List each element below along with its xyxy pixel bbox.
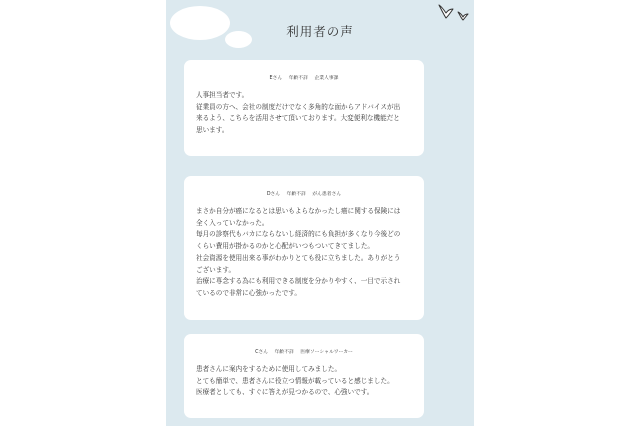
page-title: 利用者の声 bbox=[286, 24, 354, 39]
testimonial-text bbox=[196, 90, 412, 137]
testimonial-card bbox=[184, 60, 424, 156]
testimonial-line: 社会資源を使用出来る事がわかりとても役に立ちました。ありがとう bbox=[196, 253, 401, 262]
bird-icon bbox=[436, 2, 472, 22]
testimonial-age: 年齢不詳 bbox=[274, 350, 294, 355]
testimonial-line: ているので非常に心強かったです。 bbox=[196, 288, 301, 297]
testimonial-line: まさか自分が癌になるとは思いもよらなかったし癌に関する保険には bbox=[196, 207, 401, 215]
testimonial-role: 医療ソーシャルワーカー bbox=[300, 350, 353, 355]
testimonial-role: 企業人事課 bbox=[314, 76, 339, 81]
testimonial-age: 年齢不詳 bbox=[286, 192, 306, 197]
testimonial-line: 治療に専念する為にも利用できる制度を分かりやすく、一目で示され bbox=[196, 277, 401, 286]
testimonial-line: 患者さんに案内をするために使用してみました。 bbox=[196, 365, 342, 373]
testimonial-line: 従業員の方へ、会社の制度だけでなく多角的な面からアドバイスが出 bbox=[196, 102, 401, 111]
testimonial-age: 年齢不詳 bbox=[288, 76, 308, 81]
testimonial-line: 医療者としても、すぐに答えが見つかるので、心強いです。 bbox=[196, 388, 374, 397]
testimonial-line: 来るよう、こちらを活用させて頂いております。大変便利な機能だと bbox=[196, 114, 400, 123]
testimonial-line: 全く入っていなかった。 bbox=[196, 218, 269, 227]
testimonial-line: くらい費用が掛かるのかと心配がいつもついてきてました。 bbox=[196, 242, 375, 251]
testimonial-line: 毎月の診察代もバカにならないし経済的にも負担が多くなり今後どの bbox=[196, 230, 401, 239]
testimonial-role: がん患者さん bbox=[312, 192, 342, 197]
testimonial-card bbox=[184, 334, 424, 418]
testimonial-line: ございます。 bbox=[196, 265, 236, 274]
testimonial-text bbox=[196, 364, 412, 399]
testimonial-header bbox=[196, 348, 412, 355]
testimonial-name: Cさん bbox=[255, 350, 269, 355]
testimonial-line: 人事担当者です。 bbox=[196, 91, 249, 99]
testimonial-line: 思います。 bbox=[196, 126, 229, 135]
testimonials-panel bbox=[166, 0, 474, 426]
testimonial-name: Dさん bbox=[266, 192, 281, 197]
testimonial-name: Eさん bbox=[269, 76, 283, 81]
testimonial-header bbox=[196, 74, 412, 81]
testimonial-card bbox=[184, 176, 424, 320]
testimonial-line: とても簡単で、患者さんに役立つ情報が載っていると感じました。 bbox=[196, 376, 394, 385]
testimonial-text bbox=[196, 206, 412, 300]
testimonial-header bbox=[196, 190, 412, 197]
